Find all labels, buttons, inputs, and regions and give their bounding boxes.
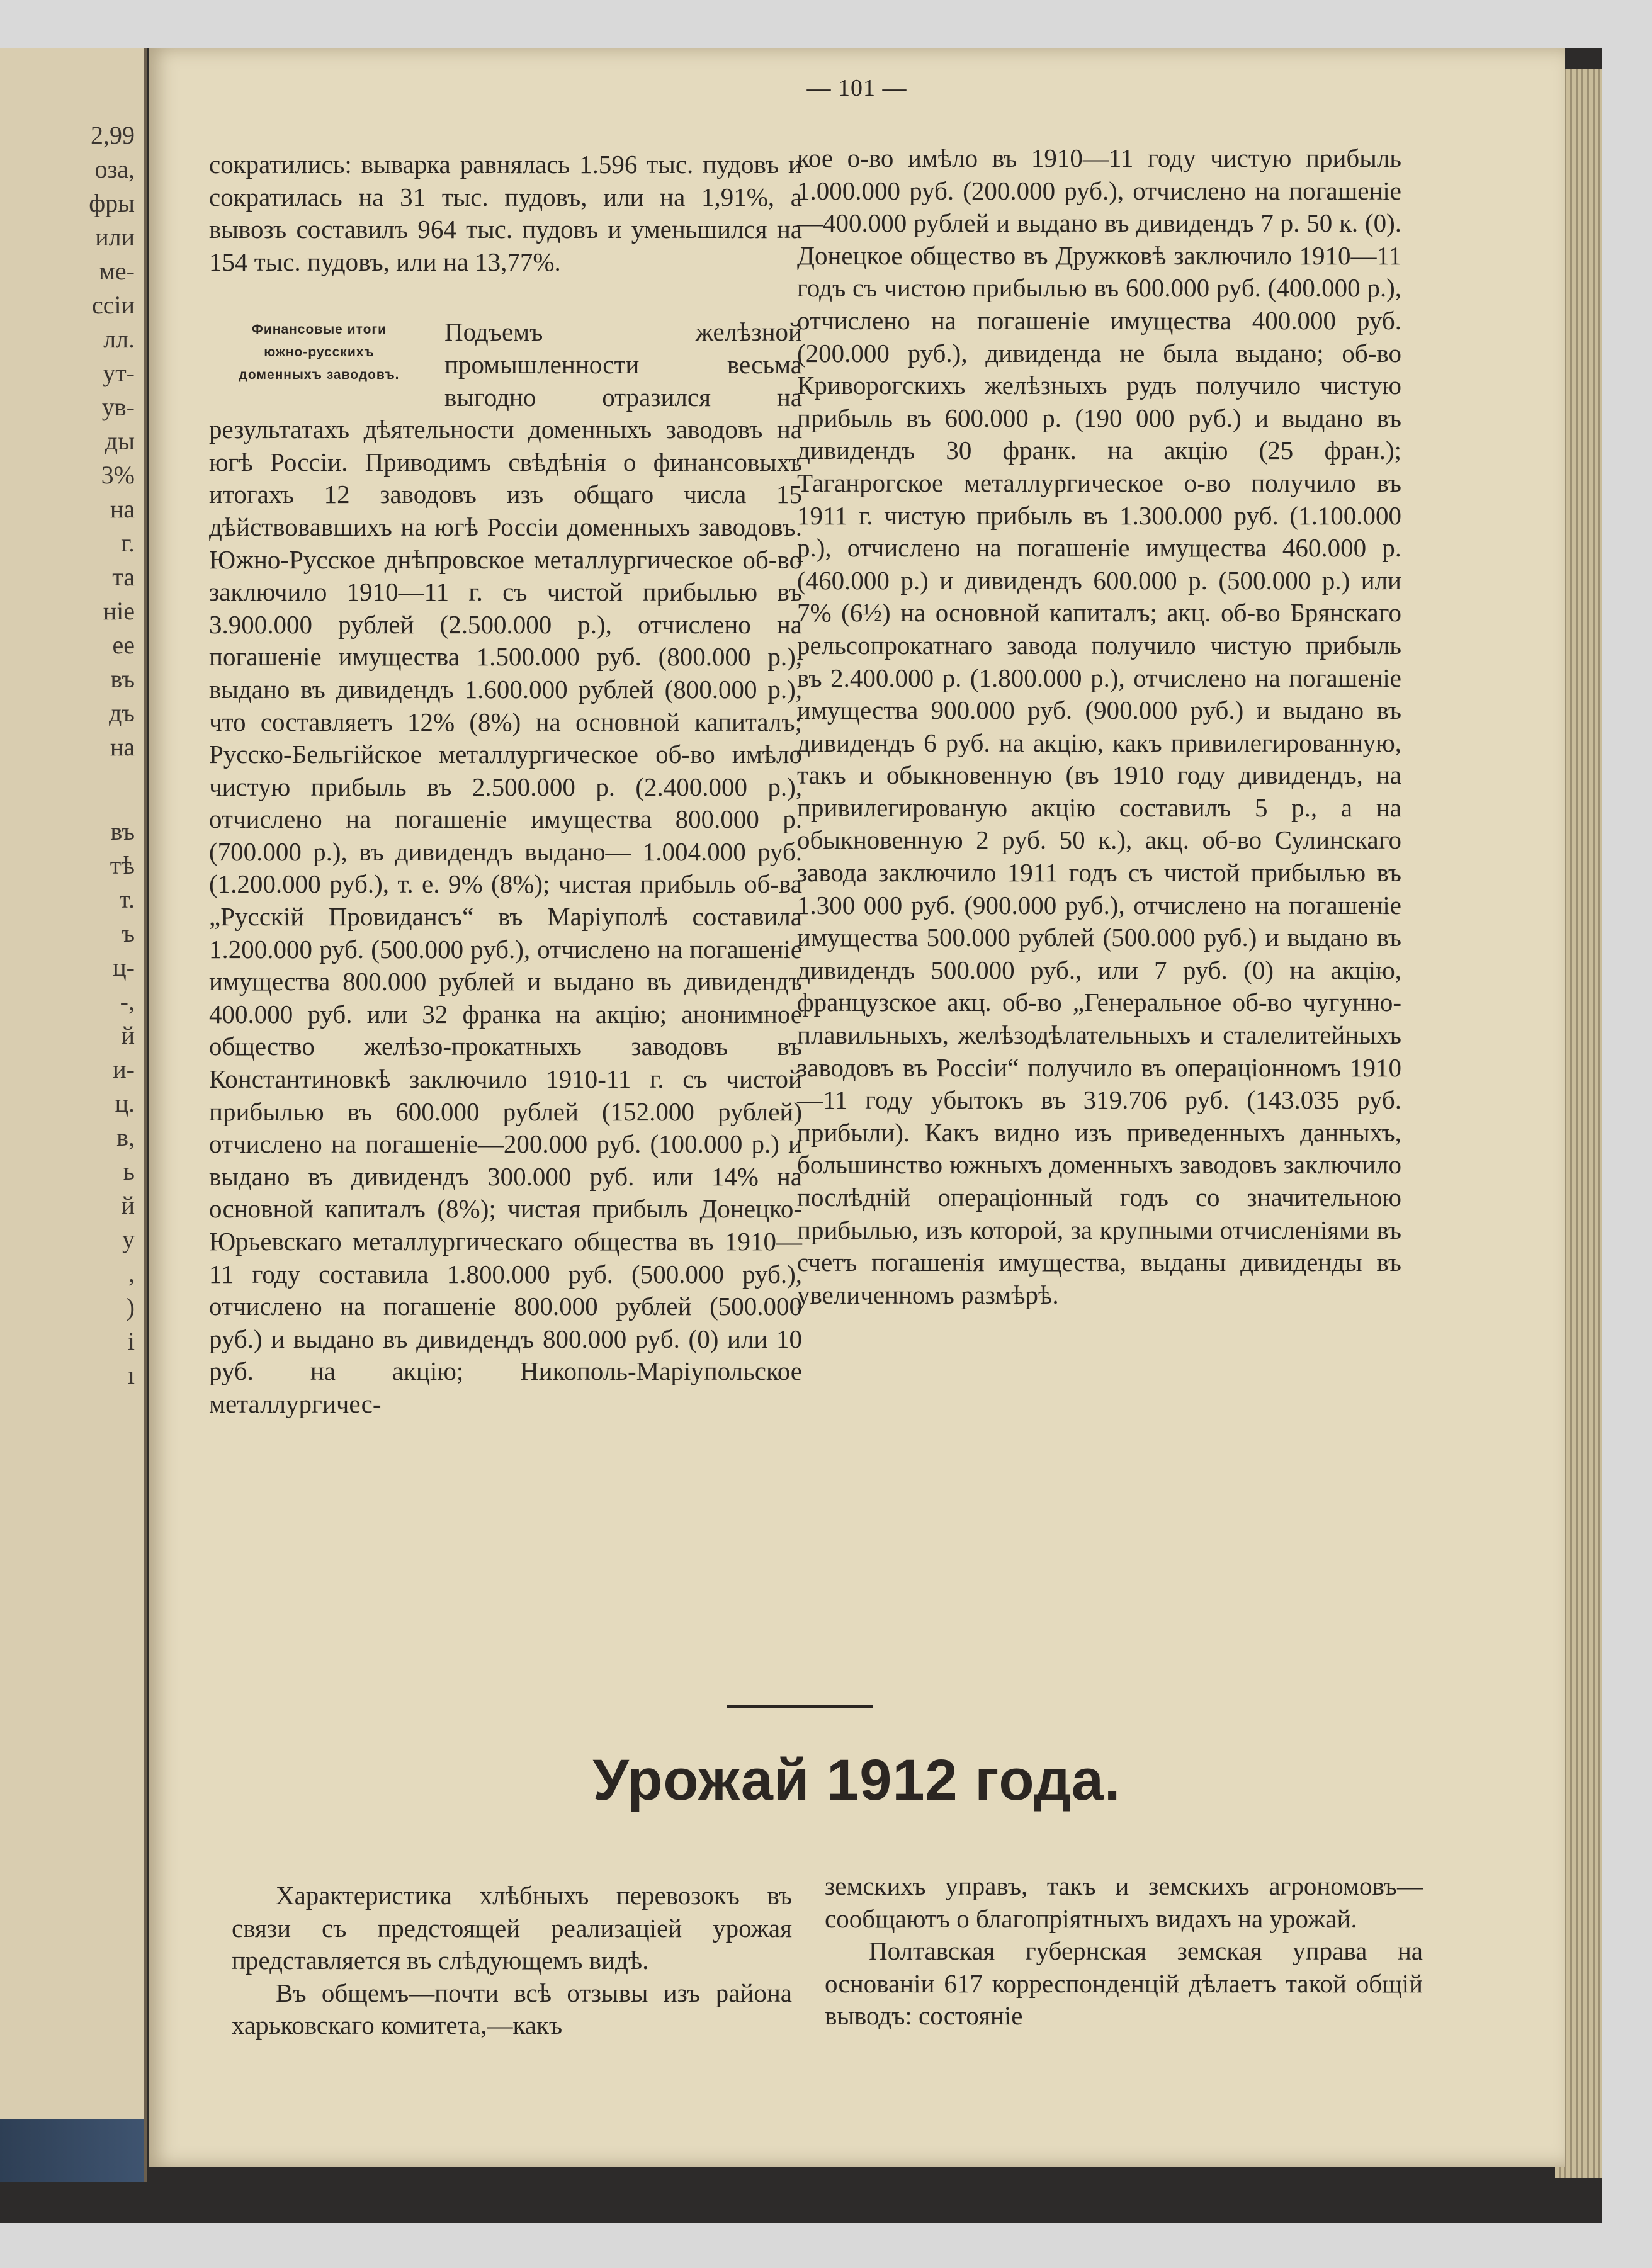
column-right xyxy=(797,142,1401,1311)
left-page-fragment: у xyxy=(122,1225,135,1253)
left-page-fragment: і xyxy=(127,1327,135,1355)
section-heading: Урожай 1912 года. xyxy=(592,1748,1121,1812)
left-page-fragment: ц. xyxy=(115,1089,135,1117)
paragraph-text: Подъемъ желѣзной промышленности весьма выгодно отразился на результатахъ дѣятельности доменныхъ заводовъ на югѣ Россіи. Приводимъ свѣдѣнія о финансовыхъ итогахъ 12 заводовъ изъ общаго числа 15 дѣйствовавшихъ на югѣ Россіи доменныхъ заводовъ. Южно-Русское днѣпровское металлургическое об-во заключило 1910—11 г. съ чистой прибылью въ 3.900.000 рублей (2.500.000 р.), отчислено на погашеніе имущества 1.500.000 руб. (800.000 р.), выдано въ дивидендъ 1.600.000 рублей (800.000 р.), что составляетъ 12% (8%) на основной капиталъ; Русско-Бельгійское металлургическое об-во имѣло чистую прибыль въ 2.500.000 р. (2.400.000 р.), отчислено на погашеніе имущества 800.000 р. (700.000 р.), въ дивидендъ выдано— 1.004.000 руб. (1.200.000 руб.), т. е. 9% (8%); чистая прибыль об-ва „Русскій Провидансъ“ въ Маріуполѣ составила 1.200.000 руб. (500.000 руб.), отчислено на погашеніе имущества 800.000 рублей и выдано въ дивидендъ 400.000 руб. или 32 франка на акцію; анонимное общество желѣзо-прокатныхъ заводовъ въ Константиновкѣ заключило 1910-11 г. съ чистой прибылью въ 600.000 рублей (152.000 рублей) отчислено на погашеніе—200.000 руб. (100.000 р.) и выдано въ дивидендъ 300.000 руб. или 14% на основной капиталъ (8%); чистая прибыль Донецко-Юрьевскаго металлургическаго общества въ 1910—11 году составила 1.800.000 руб. (500.000 руб.), отчислено на погашеніе 800.000 рублей (500.000 руб.) и выдано въ дивидендъ 800.000 руб. (0) или 10 руб. на акцію; Никополь-Маріупольское металлургичес- xyxy=(209,317,802,1418)
left-page-fragment: на xyxy=(110,733,135,761)
side-heading-line: доменныхъ заводовъ. xyxy=(239,368,400,383)
left-page-fragment: дъ xyxy=(108,699,135,727)
left-page-edge xyxy=(0,48,147,2182)
side-heading-line: Финансовые итоги xyxy=(251,322,387,337)
left-page-fragment: въ xyxy=(110,817,135,845)
page-number: — 101 — xyxy=(806,75,907,101)
left-page-fragment: ц- xyxy=(113,953,135,981)
section-divider xyxy=(727,1705,873,1708)
left-page-fragment: г. xyxy=(121,529,135,557)
left-page-fragment: ъ xyxy=(122,919,135,947)
left-page-fragment: и- xyxy=(113,1055,135,1083)
paragraph-continuation: кое о-во имѣло въ 1910—11 году чистую прибыль 1.000.000 руб. (200.000 руб.), отчислено на погашеніе—400.000 рублей и выдано въ дивидендъ 7 р. 50 к. (0). Донецкое общество въ Дружковѣ заключило 1910—11 годъ съ чистою прибылью въ 600.000 руб. (400.000 р.), отчислено на погашеніе имущества 400.000 руб. (200.000 руб.), дивиденда не была выдано; об-во Криворогскихъ желѣзныхъ рудъ получило чистую прибыль въ 600.000 р. (190 000 руб.) и выдано въ дивидендъ 30 франк. на акцію (25 фран.); Таганрогское металлургическое о-во получило въ 1911 г. чистую прибыль въ 1.300.000 руб. (1.100.000 р.), отчислено на погашеніе имущества 460.000 р. (460.000 р.) и дивидендъ 600.000 р. (500.000 р.) или 7% (6½) на основной капиталъ; акц. об-во Брянскаго рельсопрокатнаго завода получило чистую прибыль въ 2.400.000 р. (1.800.000 р.), отчислено на погашеніе имущества 900.000 руб. (900.000 руб.) и выдано въ дивидендъ 6 руб. на акцію, какъ привилегированную, такъ и обыкновенную (въ 1910 году дивидендъ, на привилегированую акцію составилъ 5 р., а на обыкновенную 2 руб. 50 к.), акц. об-во Сулинскаго завода заключило 1911 годъ съ чистой прибылью въ 1.300 000 руб. (900.000 руб.), отчислено на погашеніе имущества 500.000 рублей (500.000 руб.) и выдано въ дивидендъ 500.000 руб., или 7 руб. (0) на акцію, французское акц. об-во „Генеральное об-во чугунно-плавильныхъ, желѣзодѣлательныхъ и сталелитейныхъ заводовъ въ Россіи“ получило въ операціонномъ 1910—11 году убытокъ въ 319.706 руб. (143.035 руб. прибыли). Какъ видно изъ приведенныхъ данныхъ, большинство южныхъ доменныхъ заводовъ заключило послѣдній операціонный годъ со значительною прибылью, изъ которой, за крупными отчисленіями въ счетъ погашенія имущества, выданы дивиденды въ увеличенномъ размѣрѣ. xyxy=(797,144,1401,1309)
paragraph-financial-results xyxy=(209,316,802,1420)
harvest-column-right xyxy=(825,1870,1423,2033)
paragraph-poltava: Полтавская губернская земская управа на основаніи 617 корреспонденцій дѣлаетъ такой общій выводъ: состояніе xyxy=(825,1936,1423,2031)
left-page-fragment: на xyxy=(110,495,135,523)
paragraph-vyvarka: сократились: выварка равнялась 1.596 тыс. пудовъ и сократилась на 31 тыс. пудовъ, или на 1,91%, а вывозъ составилъ 964 тыс. пудовъ и уменьшился на 154 тыс. пудовъ, или на 13,77%. xyxy=(209,150,802,276)
book-page xyxy=(149,48,1565,2167)
left-page-fragment: или xyxy=(95,223,135,251)
left-page-fragment: ут- xyxy=(103,359,135,387)
left-page-fragment: лл. xyxy=(103,325,135,353)
left-page-fragment: ь xyxy=(123,1157,135,1185)
left-page-fragment: ды xyxy=(105,427,135,455)
harvest-column-left xyxy=(232,1880,792,2042)
left-page-fragment: ее xyxy=(112,631,135,659)
book-cover-edge xyxy=(0,2119,146,2182)
left-page-fragment: та xyxy=(112,563,135,591)
left-page-fragment: фры xyxy=(89,189,135,217)
left-page-fragment: оза, xyxy=(94,155,135,183)
paragraph-agronomists: земскихъ управъ, такъ и земскихъ агрономовъ—сообщаютъ о благопріятныхъ видахъ на урожай. xyxy=(825,1871,1423,1933)
left-page-fragment: 3% xyxy=(101,461,135,489)
left-page-fragment: т. xyxy=(119,885,135,913)
left-page-fragment: в, xyxy=(116,1123,135,1151)
left-page-fragment: 2,99 xyxy=(91,121,135,149)
side-heading xyxy=(209,319,429,386)
left-page-fragment: -, xyxy=(120,987,135,1015)
paragraph-transport: Характеристика хлѣбныхъ перевозокъ въ связи съ предстоящей реализаціей урожая представляется въ слѣдующемъ видѣ. xyxy=(232,1881,792,1975)
left-page-fragment: ме- xyxy=(99,257,135,285)
column-left xyxy=(209,149,802,1421)
paragraph-reviews: Въ общемъ—почти всѣ отзывы изъ района харьковскаго комитета,—какъ xyxy=(232,1978,792,2040)
left-page-fragment: ув- xyxy=(101,393,135,421)
left-page-fragment: ніе xyxy=(103,597,135,625)
left-page-fragment: , xyxy=(128,1259,135,1287)
left-page-fragment: ı xyxy=(127,1361,135,1389)
left-page-fragment: тѣ xyxy=(110,851,135,879)
side-heading-line: южно-русскихъ xyxy=(264,345,375,360)
left-page-fragment: ссіи xyxy=(91,291,135,319)
left-page-fragment: й xyxy=(121,1191,135,1219)
left-page-fragment: въ xyxy=(110,665,135,693)
left-page-fragment: й xyxy=(121,1021,135,1049)
left-page-fragment: ) xyxy=(126,1293,135,1321)
